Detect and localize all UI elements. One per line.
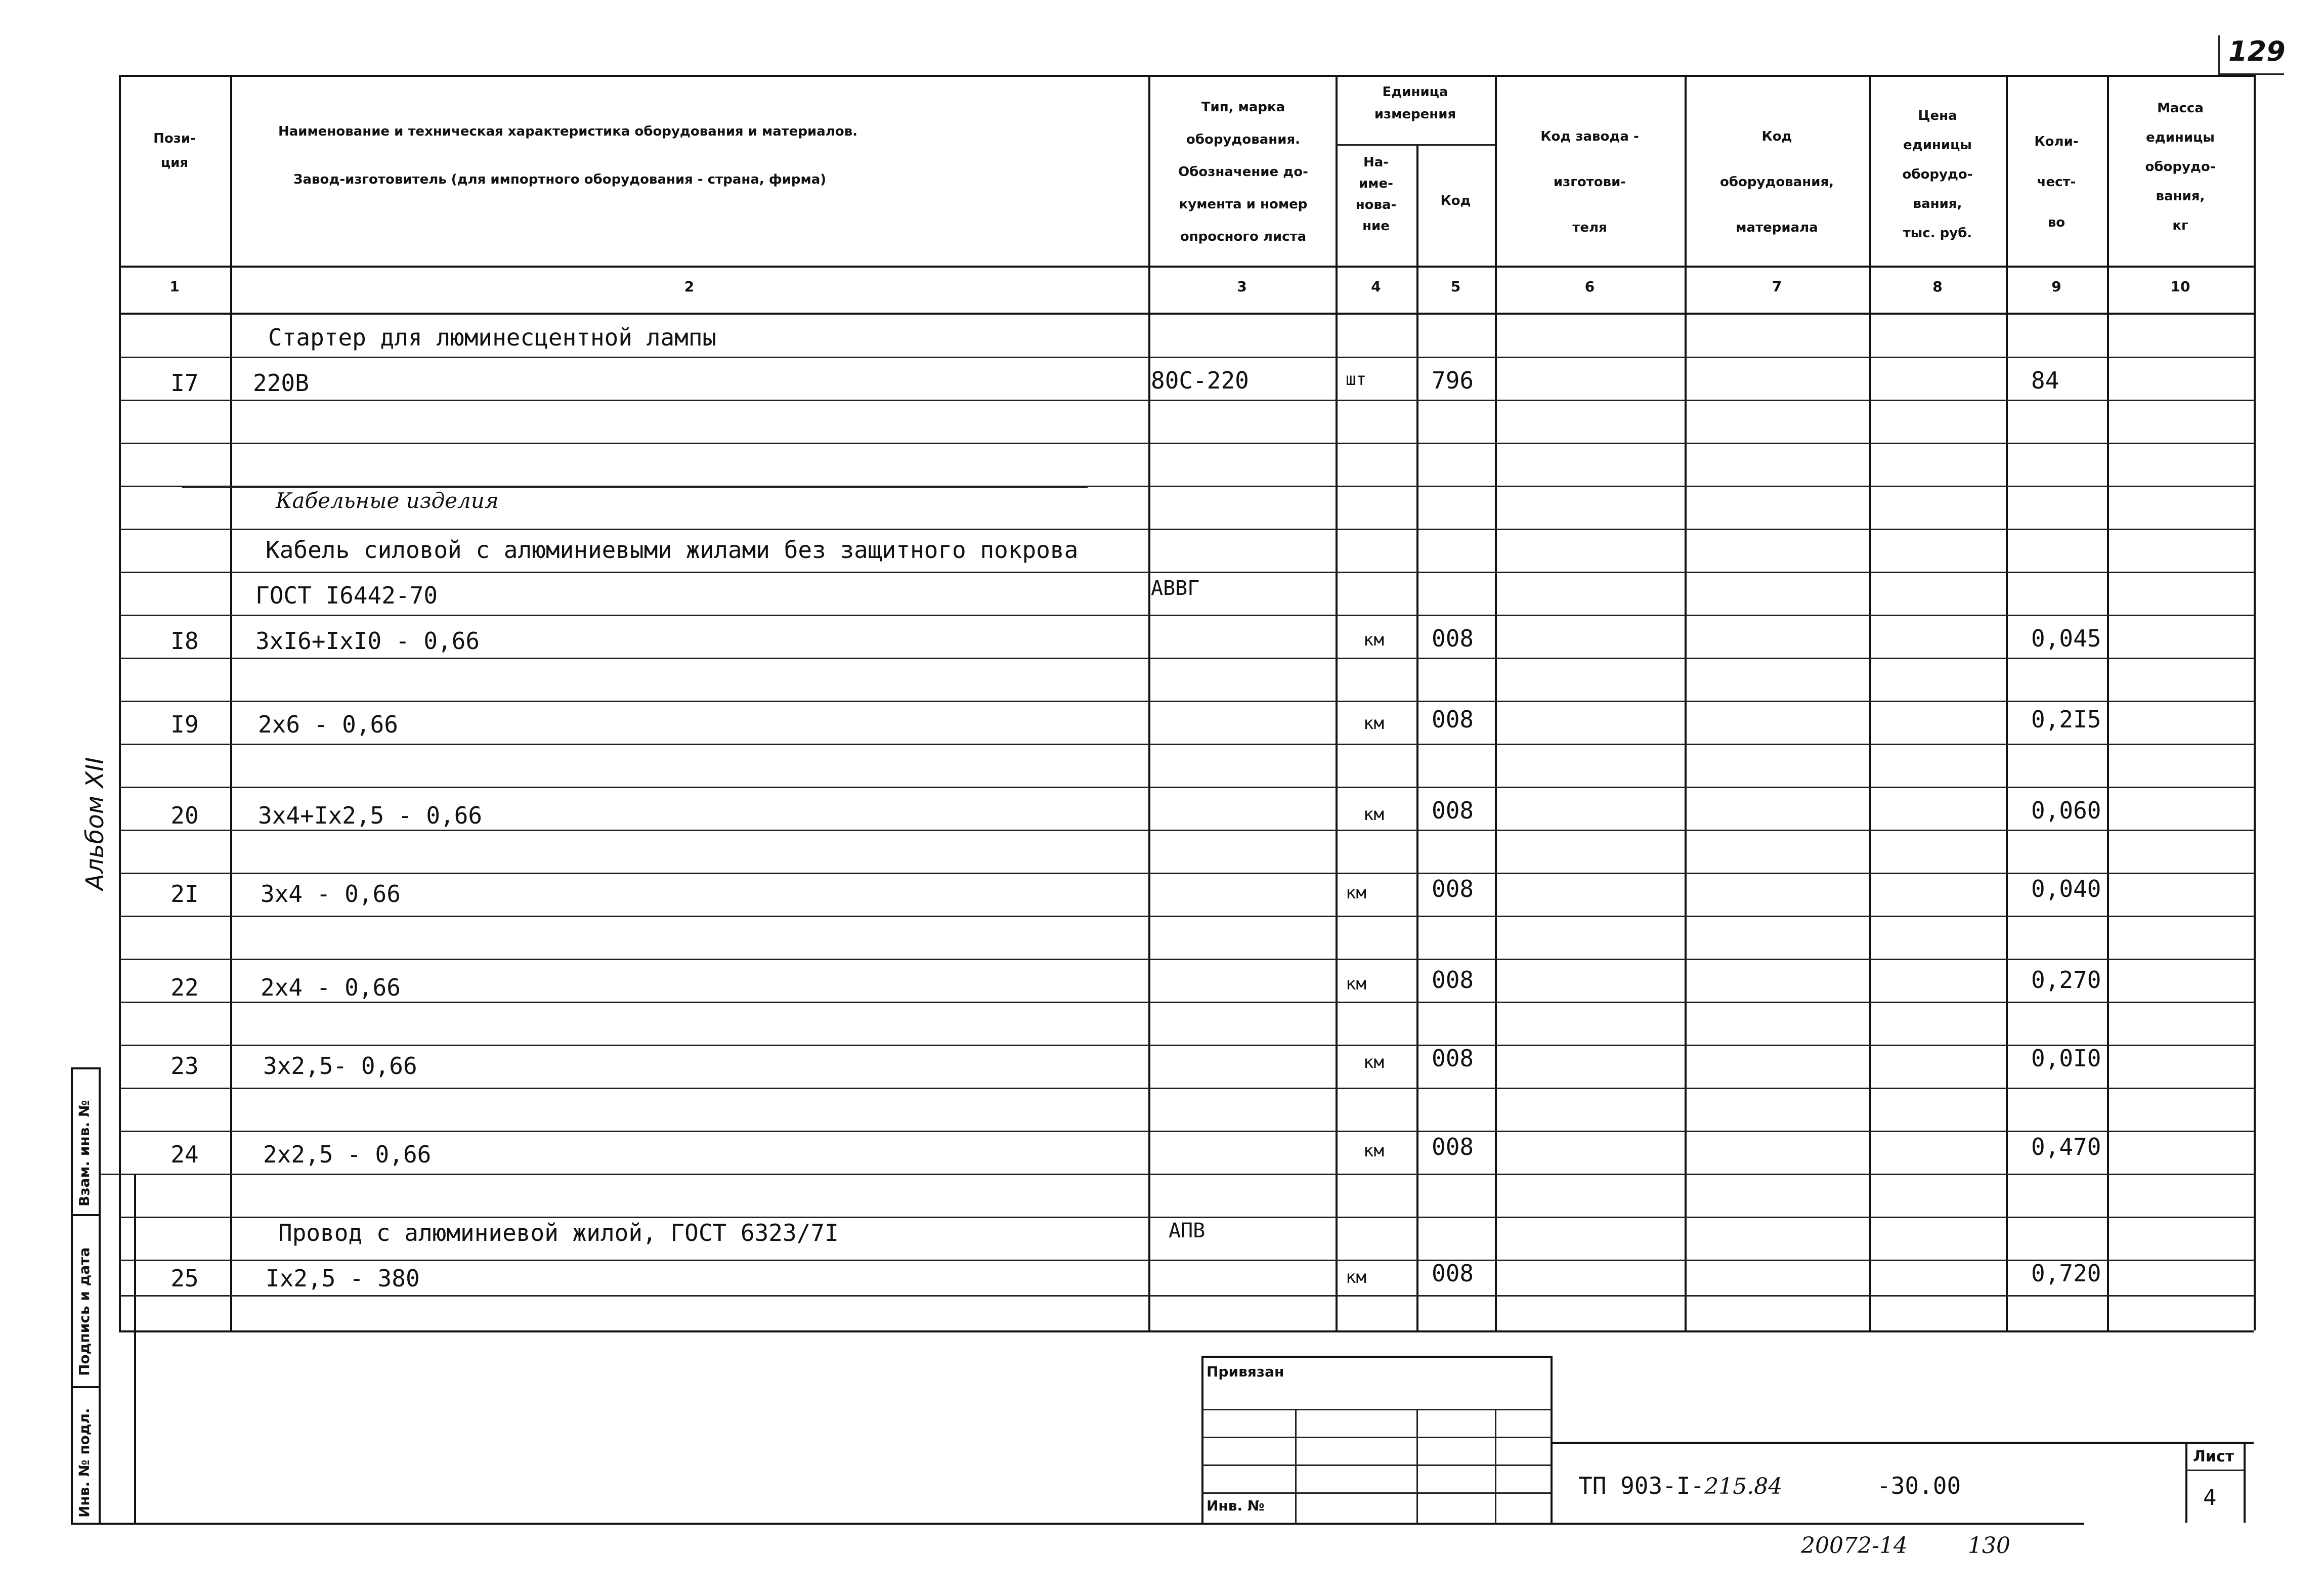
col-edge-10 [2254,75,2256,1330]
stamp-doc-line [1551,1442,2254,1444]
bottom-note: 20072-14 [1801,1533,1908,1559]
colnum-2: 2 [684,278,695,295]
sheet-label: Лист [2193,1448,2234,1465]
row-5-name: 3хI6+IхI0 - 0,66 [255,627,480,655]
row-5-unit: км [1363,630,1384,650]
colnum-8: 8 [1932,278,1943,295]
sheet-value: 4 [2203,1485,2217,1511]
header-unit-code: Код [1440,193,1471,208]
row-line [119,615,2254,616]
row-line [119,1260,2254,1261]
stamp-line-3 [1201,1464,1551,1466]
stamp-sheet-left [2185,1442,2187,1523]
row-2-name: Кабельные изделия [276,488,499,513]
row-line [119,873,2254,874]
row-12-name: Провод с алюминиевой жилой, ГОСТ 6323/7I [278,1219,839,1246]
row-1-type: 80С-220 [1151,367,1249,394]
row-10-qty: 0,0I0 [2031,1045,2101,1072]
sheet-number-top: 129 [2228,35,2286,67]
row-line [119,1131,2254,1132]
row-line [119,1295,2254,1297]
col-edge-6 [1685,75,1687,1330]
row-7-qty: 0,060 [2031,797,2101,824]
bottom-page: 130 [1968,1533,2010,1559]
row-7-code: 008 [1432,797,1474,824]
header-equipment-code: Код оборудования, материала [1719,129,1834,235]
colnum-3: 3 [1237,278,1247,295]
col-edge-4 [1416,144,1418,1330]
colnum-bottom-border [119,313,2254,315]
row-5-code: 008 [1432,625,1474,652]
row-4-type: АВВГ [1151,577,1200,600]
row-line [119,658,2254,659]
row-9-name: 2х4 - 0,66 [261,974,401,1001]
row-11-name: 2х2,5 - 0,66 [263,1141,432,1168]
row-5-pos: I8 [170,627,199,655]
row-9-pos: 22 [170,974,199,1001]
colnum-7: 7 [1772,278,1782,295]
row-6-pos: I9 [170,711,199,738]
side-stamp-link [99,1174,134,1175]
row-1-pos: I7 [170,369,199,397]
row-line [119,443,2254,444]
row-8-name: 3х4 - 0,66 [261,880,401,908]
stamp-line-2 [1201,1437,1551,1438]
row-10-name: 3х2,5- 0,66 [263,1052,417,1080]
doc-code [1578,1472,1782,1499]
row-line [119,744,2254,745]
colnum-10: 10 [2170,278,2190,295]
row-line [119,572,2254,573]
header-price: Цена единицы оборудо- вания, тыс. руб. [1902,108,1973,241]
header-unit-group: Единица измерения [1374,84,1456,122]
row-5-qty: 0,045 [2031,625,2101,652]
row-13-pos: 25 [170,1265,199,1292]
row-line [119,400,2254,401]
row-1-qty: 84 [2031,367,2059,394]
stamp-vline-1 [1295,1409,1297,1523]
table-bottom-border [119,1330,2254,1332]
side-stamp-right [134,1174,136,1523]
header-plant-code: Код завода - изготови- теля [1540,129,1639,235]
colnum-6: 6 [1584,278,1595,295]
row-6-name: 2х6 - 0,66 [258,711,398,738]
side-stamp-outer [71,1067,73,1523]
header-name-line1: Наименование и техническая характеристика оборудования и материалов. [278,124,858,139]
row-10-unit: км [1363,1052,1384,1072]
row-7-pos: 20 [170,802,199,829]
unit-group-divider [1336,144,1495,146]
side-stamp-div2 [71,1386,99,1388]
row-9-unit: км [1346,974,1366,994]
row-9-code: 008 [1432,966,1474,994]
stamp-inv-no: Инв. № [1207,1497,1265,1514]
row-line [119,701,2254,702]
col-edge-5 [1495,75,1497,1330]
row-12-type: АПВ [1169,1219,1206,1242]
top-mark-tick [2218,35,2220,73]
row-11-unit: км [1363,1141,1384,1161]
row-11-qty: 0,470 [2031,1133,2101,1160]
row-8-unit: км [1346,883,1366,903]
row-1-unit: шт [1346,369,1366,390]
header-unit-name: На- име- нова- ние [1355,155,1397,234]
col-edge-0 [119,75,121,1330]
col-edge-3 [1336,75,1338,1330]
colnum-5: 5 [1450,278,1461,295]
side-stamp-inner [99,1067,101,1523]
row-11-pos: 24 [170,1141,199,1168]
row-11-code: 008 [1432,1133,1474,1160]
stamp-sheet-right [2244,1442,2246,1523]
col-edge-7 [1869,75,1871,1330]
col-edge-9 [2107,75,2109,1330]
col-edge-8 [2006,75,2008,1330]
row-8-code: 008 [1432,875,1474,902]
stamp-frame-left [1201,1356,1203,1523]
side-stamp-inv-podl: Инв. № подл. [76,1408,93,1518]
row-line [119,787,2254,788]
row-line [119,1174,2254,1175]
row-line [119,1002,2254,1003]
row-13-unit: км [1346,1267,1366,1287]
row-line [119,1088,2254,1089]
row-1-name: 220В [253,369,309,397]
row-7-unit: км [1363,804,1384,825]
colnum-9: 9 [2051,278,2061,295]
row-line [119,357,2254,358]
row-line [119,959,2254,960]
row-13-code: 008 [1432,1260,1474,1287]
header-quantity: Коли- чест- во [2034,134,2079,230]
side-stamp-bottom [71,1523,2084,1525]
doc-code-prefix: ТП 903-I- [1578,1472,1705,1499]
doc-code-suffix: -30.00 [1877,1472,1961,1499]
row-line [119,1217,2254,1218]
header-bottom-border [119,266,2254,268]
stamp-line-1 [1201,1409,1551,1410]
row-line [119,1045,2254,1046]
row-line [119,529,2254,530]
row-0-name: Стартер для люминесцентной лампы [268,324,717,351]
stamp-sheet-div [2185,1470,2244,1471]
row-line [119,830,2254,831]
row-3-name: Кабель силовой с алюминиевыми жилами без защитного покрова [266,536,1079,564]
row-6-unit: км [1363,713,1384,734]
stamp-vline-3 [1495,1409,1496,1523]
row-8-qty: 0,040 [2031,875,2101,902]
doc-code-hand: 215.84 [1704,1474,1783,1499]
row-8-pos: 2I [170,880,199,908]
album-label: Альбом XII [81,757,109,890]
row-10-code: 008 [1432,1045,1474,1072]
row-9-qty: 0,270 [2031,966,2101,994]
header-name-line2: Завод-изготовитель (для импортного оборудования - страна, фирма) [293,172,827,187]
row-10-pos: 23 [170,1052,199,1080]
row-6-code: 008 [1432,706,1474,733]
row-4-name: ГОСТ I6442-70 [255,582,438,609]
table-top-border [119,75,2254,77]
row-13-qty: 0,720 [2031,1260,2101,1287]
header-mass: Масса единицы оборудо- вания, кг [2145,101,2216,233]
row-6-qty: 0,2I5 [2031,706,2101,733]
row-13-name: Iх2,5 - 380 [266,1265,420,1292]
row-7-name: 3х4+Iх2,5 - 0,66 [258,802,483,829]
side-stamp-vzam: Взам. инв. № [76,1100,93,1206]
row-line [119,916,2254,917]
side-stamp-div1 [71,1214,99,1216]
stamp-privyazan: Привязан [1207,1363,1284,1380]
row-1-code: 796 [1432,367,1474,394]
stamp-frame-mid [1551,1356,1553,1523]
stamp-line-4 [1201,1492,1551,1494]
side-stamp-top [71,1067,99,1069]
side-stamp-podpis: Подпись и дата [76,1247,93,1376]
colnum-1: 1 [169,278,180,295]
stamp-frame-top [1201,1356,1551,1358]
header-type: Тип, марка оборудования. Обозначение до- кумента и номер опросного листа [1178,100,1308,244]
header-position: Пози- ция [153,131,196,170]
col-edge-2 [1148,75,1150,1330]
stamp-vline-2 [1416,1409,1418,1523]
colnum-4: 4 [1371,278,1381,295]
